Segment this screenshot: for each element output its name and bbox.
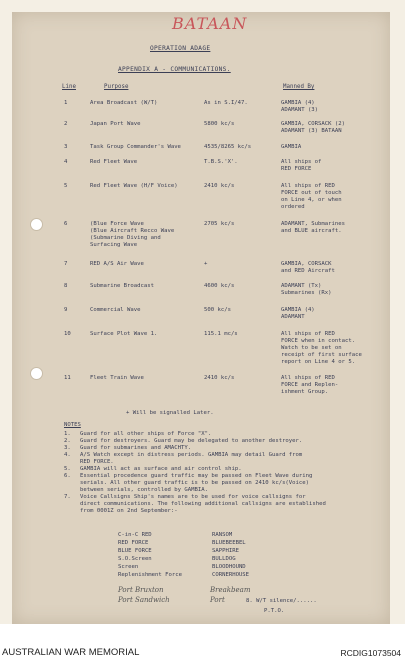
callsign-unit: C-in-C RED bbox=[118, 532, 152, 538]
header-manned-by: Manned By bbox=[283, 84, 315, 90]
row-line-number: 6 bbox=[64, 221, 68, 227]
row-manned-by: and RED Aircraft bbox=[281, 268, 335, 274]
header-purpose: Purpose bbox=[104, 84, 129, 90]
row-manned-by: Submarines (Rx) bbox=[281, 290, 332, 296]
handwritten-annotation: Port Sandwich bbox=[118, 596, 170, 604]
note-text: serials. All other guard traffic is to be passed on 2410 kc/s(Voice) bbox=[80, 480, 310, 486]
row-manned-by: GAMBIA, CORSACK (2) bbox=[281, 121, 345, 127]
row-manned-by: FORCE when in contact. bbox=[281, 338, 356, 344]
row-purpose: Submarine Broadcast bbox=[90, 283, 154, 289]
header-line: Line bbox=[62, 84, 76, 90]
row-purpose: Japan Port Wave bbox=[90, 121, 141, 127]
row-manned-by: FORCE and Replen- bbox=[281, 382, 339, 388]
punch-hole bbox=[30, 367, 43, 380]
row-frequency: 5800 kc/s bbox=[204, 121, 235, 127]
record-id: RCDIG1073504 bbox=[340, 648, 401, 658]
callsign-value: BLUEBEEBEL bbox=[212, 540, 246, 546]
note-text: Essential procedence guard traffic may be passed on Fleet Wave during bbox=[80, 473, 313, 479]
row-purpose: Fleet Train Wave bbox=[90, 375, 144, 381]
row-frequency: 4600 kc/s bbox=[204, 283, 235, 289]
row-frequency: 115.1 mc/s bbox=[204, 331, 238, 337]
row-purpose: RED A/S Air Wave bbox=[90, 261, 144, 267]
callsign-value: SAPPHIRE bbox=[212, 548, 239, 554]
notes-heading: NOTES bbox=[64, 422, 81, 428]
row-purpose: Red Fleet Wave bbox=[90, 159, 138, 165]
note-number: 3. bbox=[64, 445, 71, 451]
row-manned-by: and BLUE aircraft. bbox=[281, 228, 342, 234]
row-purpose: Surface Plot Wave 1. bbox=[90, 331, 158, 337]
note-text: from 0001Z on 2nd September:- bbox=[80, 508, 178, 514]
note-text: direct communications. The following additional callsigns are established bbox=[80, 501, 326, 507]
document-subtitle: APPENDIX A - COMMUNICATIONS. bbox=[118, 66, 231, 73]
row-manned-by: RED FORCE bbox=[281, 166, 312, 172]
row-manned-by: GAMBIA (4) bbox=[281, 307, 315, 313]
row-frequency: 2410 kc/s bbox=[204, 183, 235, 189]
pto-marker: P.T.O. bbox=[264, 608, 285, 614]
row-manned-by: ADAMANT, Submarines bbox=[281, 221, 345, 227]
row-line-number: 5 bbox=[64, 183, 68, 189]
note-number: 1. bbox=[64, 431, 71, 437]
note-number: 7. bbox=[64, 494, 71, 500]
row-line-number: 3 bbox=[64, 144, 68, 150]
row-manned-by: GAMBIA bbox=[281, 144, 302, 150]
row-manned-by: FORCE out of touch bbox=[281, 190, 342, 196]
row-line-number: 4 bbox=[64, 159, 68, 165]
row-manned-by: ishment Group. bbox=[281, 389, 329, 395]
row-manned-by: on Line 4, or when bbox=[281, 197, 342, 203]
row-frequency: + bbox=[204, 261, 208, 267]
note-number: 5. bbox=[64, 466, 71, 472]
punch-hole bbox=[30, 218, 43, 231]
note-number: 2. bbox=[64, 438, 71, 444]
row-purpose: Commercial Wave bbox=[90, 307, 141, 313]
note-text: GAMBIA will act as surface and air control ship. bbox=[80, 466, 242, 472]
note-text: A/S Watch except in distress periods. GAMBIA may detail Guard from bbox=[80, 452, 303, 458]
callsign-unit: BLUE FORCE bbox=[118, 548, 152, 554]
row-manned-by: GAMBIA, CORSACK bbox=[281, 261, 332, 267]
row-purpose: Red Fleet Wave (H/F Voice) bbox=[90, 183, 178, 189]
callsign-value: CORNERHOUSE bbox=[212, 572, 250, 578]
row-line-number: 9 bbox=[64, 307, 68, 313]
note-number: 6. bbox=[64, 473, 71, 479]
row-purpose: Surfacing Wave bbox=[90, 242, 138, 248]
next-item: 8. W/T silence/...... bbox=[246, 598, 317, 604]
handwritten-annotation: Port Bruxton bbox=[118, 586, 164, 594]
note-text: between serials, controlled by GAMBIA. bbox=[80, 487, 208, 493]
callsign-unit: RED FORCE bbox=[118, 540, 149, 546]
note-text: RED FORCE. bbox=[80, 459, 114, 465]
row-line-number: 8 bbox=[64, 283, 68, 289]
document-page bbox=[12, 12, 390, 624]
callsign-value: BULLDOG bbox=[212, 556, 236, 562]
row-purpose: Area Broadcast (W/T) bbox=[90, 100, 158, 106]
row-frequency: 2705 kc/s bbox=[204, 221, 235, 227]
note-number: 4. bbox=[64, 452, 71, 458]
row-line-number: 1 bbox=[64, 100, 68, 106]
callsign-value: BLOODHOUND bbox=[212, 564, 246, 570]
callsign-unit: Screen bbox=[118, 564, 139, 570]
handwritten-annotation: BATAAN bbox=[172, 14, 248, 33]
row-manned-by: GAMBIA (4) bbox=[281, 100, 315, 106]
note-text: Voice Callsigns Ship's names are to be used for voice callsigns for bbox=[80, 494, 306, 500]
row-line-number: 11 bbox=[64, 375, 71, 381]
row-frequency: T.B.S.'X'. bbox=[204, 159, 238, 165]
row-manned-by: All ships of RED bbox=[281, 183, 335, 189]
archive-footer bbox=[0, 624, 405, 666]
callsign-unit: Replenishment Force bbox=[118, 572, 182, 578]
row-manned-by: All ships of RED bbox=[281, 331, 335, 337]
note-text: Guard for all other ships of Force "X". bbox=[80, 431, 212, 437]
row-manned-by: report on Line 4 or 5. bbox=[281, 359, 356, 365]
row-manned-by: Watch to be set on bbox=[281, 345, 342, 351]
row-manned-by: ADAMANT (3) BATAAN bbox=[281, 128, 342, 134]
row-manned-by: ADAMANT bbox=[281, 314, 305, 320]
row-manned-by: receipt of first surface bbox=[281, 352, 362, 358]
row-manned-by: ADAMANT (Tx) bbox=[281, 283, 322, 289]
document-title: OPERATION ADAGE bbox=[150, 45, 211, 52]
row-manned-by: ADAMANT (3) bbox=[281, 107, 319, 113]
handwritten-annotation: Breakbeam bbox=[210, 586, 251, 594]
archive-name: AUSTRALIAN WAR MEMORIAL bbox=[2, 647, 140, 658]
row-frequency: As in S.I/47. bbox=[204, 100, 248, 106]
row-manned-by: ordered bbox=[281, 204, 305, 210]
row-frequency: 4535/8265 kc/s bbox=[204, 144, 252, 150]
row-line-number: 7 bbox=[64, 261, 68, 267]
row-manned-by: All ships of RED bbox=[281, 375, 335, 381]
note-text: Guard for destroyers. Guard may be delegated to another destroyer. bbox=[80, 438, 303, 444]
row-frequency: 500 kc/s bbox=[204, 307, 231, 313]
handwritten-annotation: Port bbox=[210, 596, 225, 604]
row-manned-by: All ships of bbox=[281, 159, 322, 165]
note-text: Guard for submarines and AMACHTY. bbox=[80, 445, 192, 451]
callsign-unit: S.O.Screen bbox=[118, 556, 152, 562]
row-purpose: (Blue Aircraft Recco Wave bbox=[90, 228, 175, 234]
row-purpose: (Submarine Diving and bbox=[90, 235, 161, 241]
row-frequency: 2410 kc/s bbox=[204, 375, 235, 381]
row-purpose: Task Group Commander's Wave bbox=[90, 144, 181, 150]
signal-note: + Will be signalled Later. bbox=[126, 410, 214, 416]
row-line-number: 10 bbox=[64, 331, 71, 337]
callsign-value: RANSOM bbox=[212, 532, 233, 538]
row-purpose: (Blue Force Wave bbox=[90, 221, 144, 227]
row-line-number: 2 bbox=[64, 121, 68, 127]
